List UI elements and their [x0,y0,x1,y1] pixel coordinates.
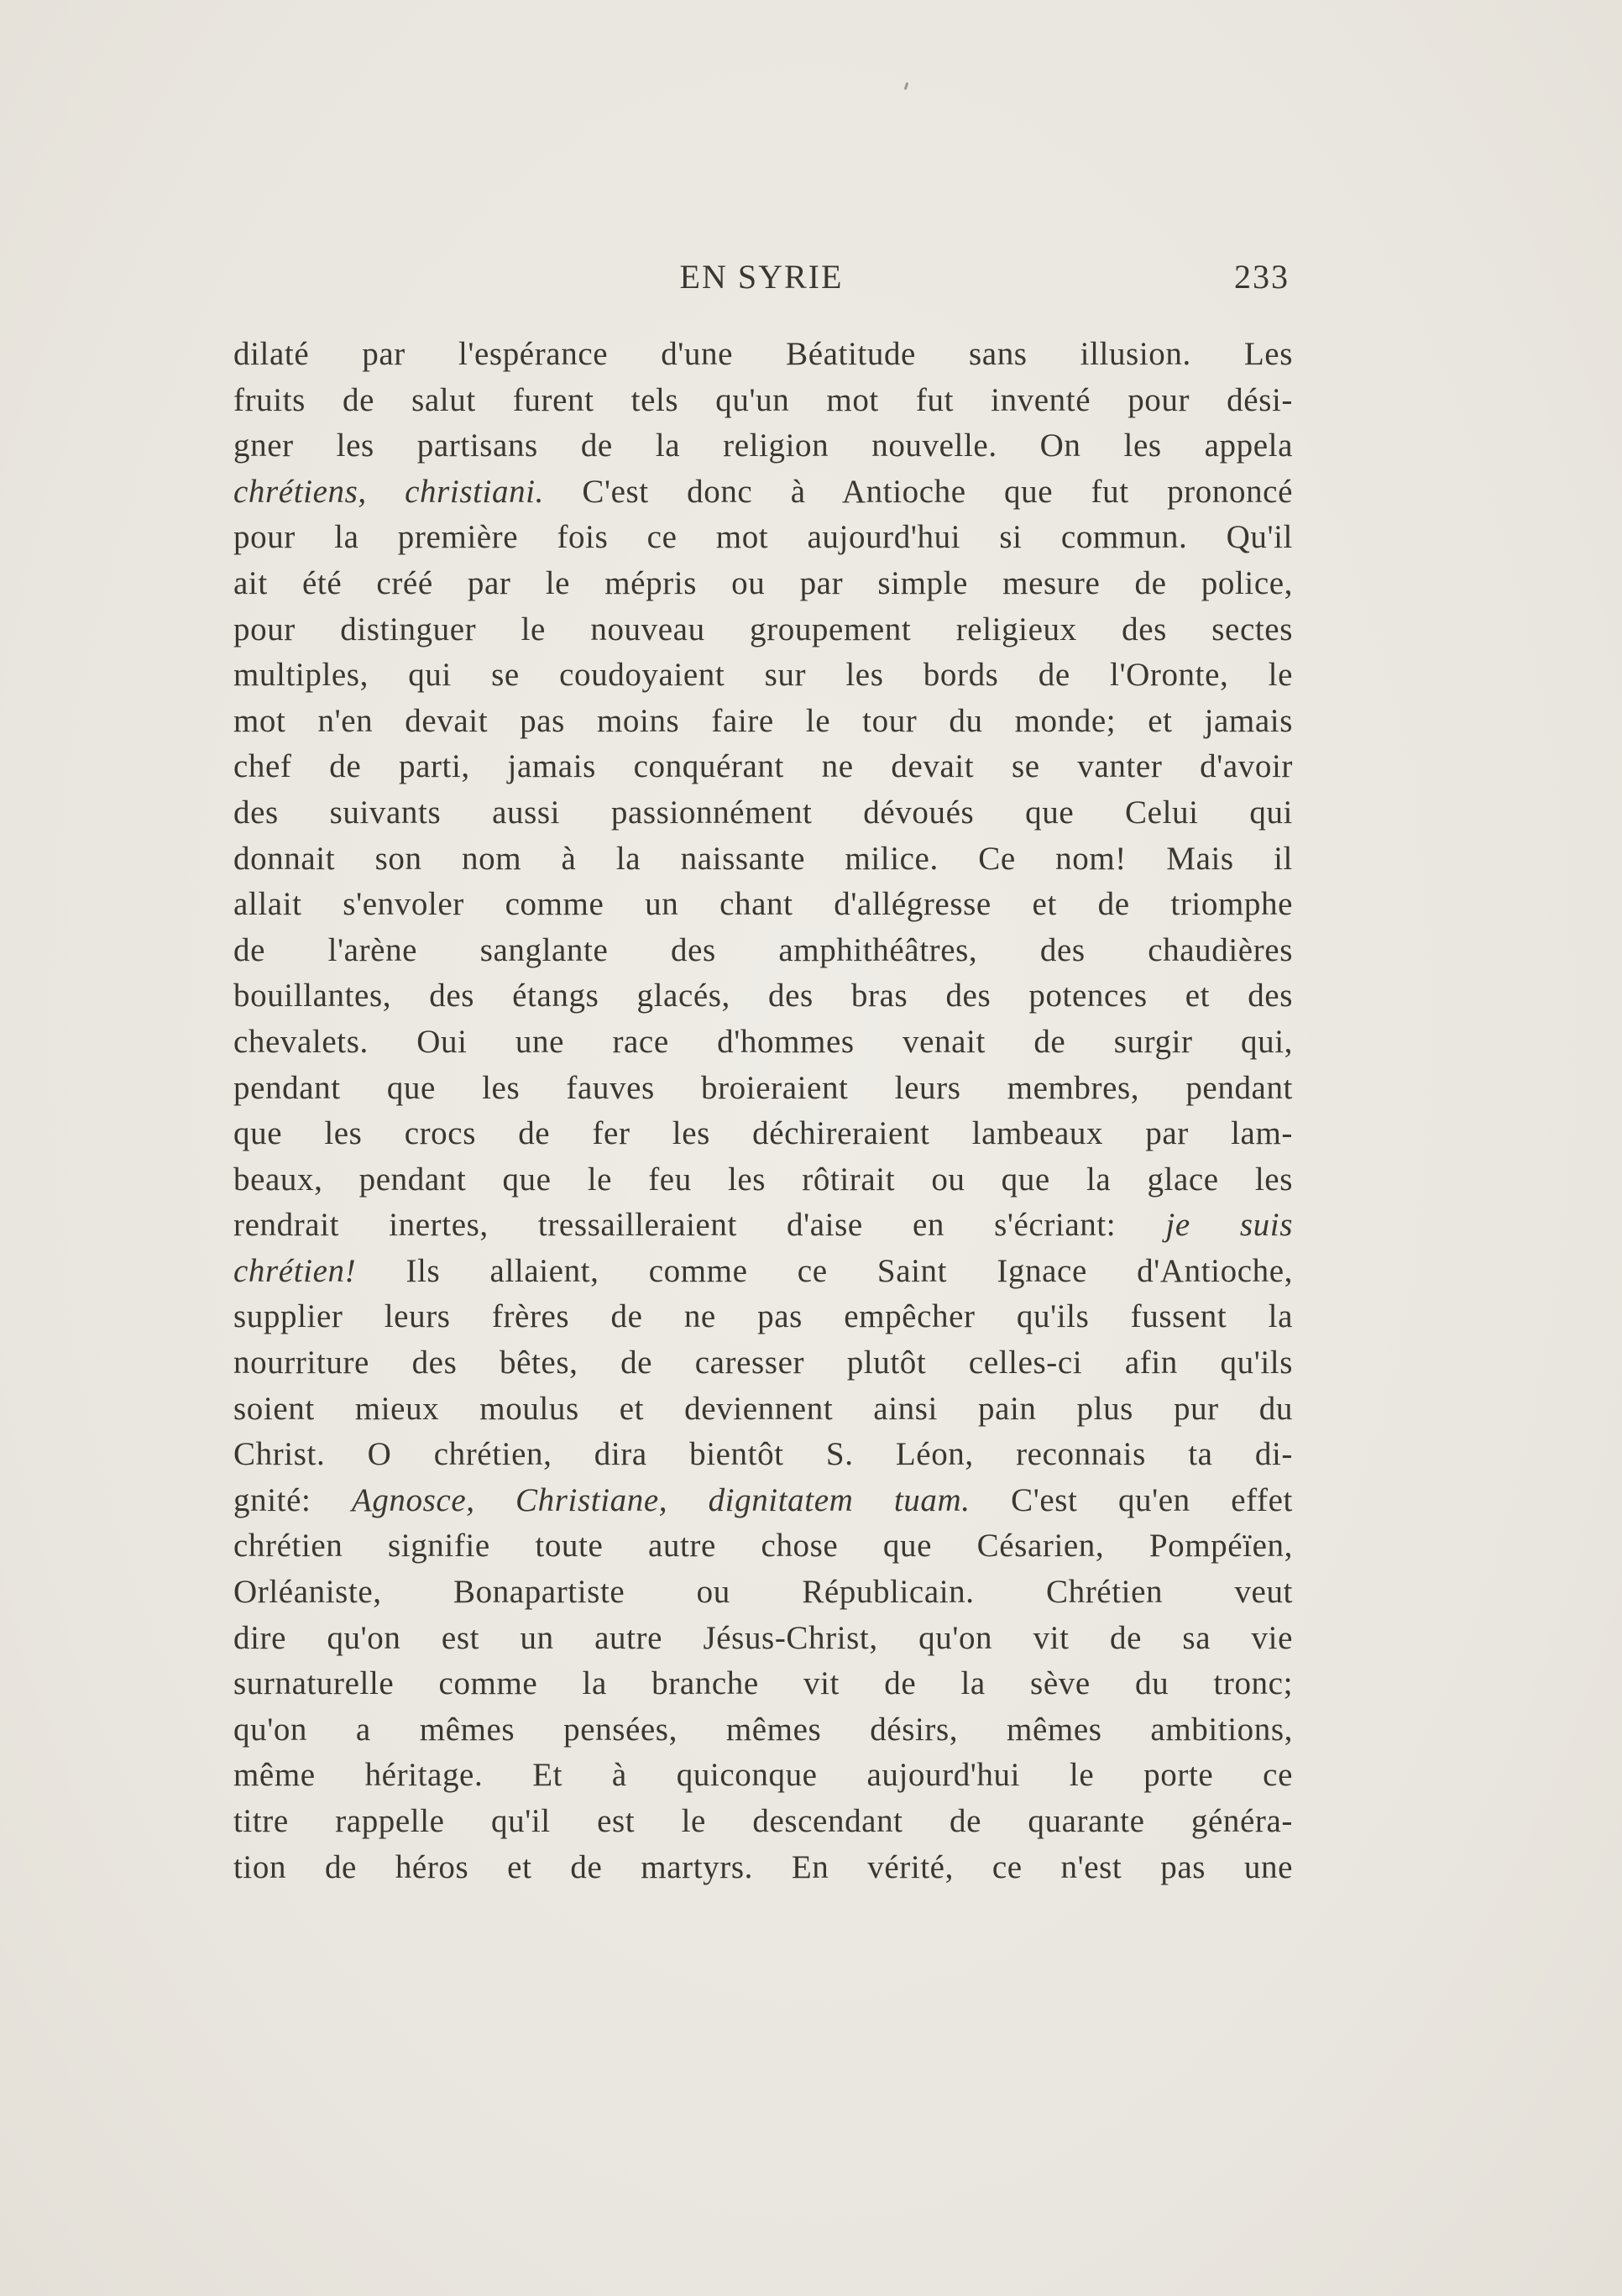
text-segment: surnaturelle comme la branche vit de la sève du tronc; [233,1665,1293,1702]
text-line [233,882,1293,928]
text-line [233,1478,1293,1524]
text-segment: allait s'envoler comme un chant d'allégresse et de triomphe [233,886,1293,923]
text-segment: pendant que les fauves broieraient leurs membres, pendant [233,1069,1293,1106]
text-segment: donnait son nom à la naissante milice. Ce nom! Mais il [233,840,1293,877]
text-segment: ait été créé par le mépris ou par simple mesure de police, [233,564,1293,601]
text-line [233,1294,1293,1340]
body-text [233,332,1293,1890]
text-line [233,1707,1293,1753]
text-segment: dilaté par l'espérance d'une Béatitude sans illusion. Les [233,336,1293,372]
text-line [233,928,1293,974]
text-line [233,561,1293,607]
text-line [233,1570,1293,1616]
text-line [233,699,1293,745]
text-line [233,1111,1293,1157]
text-line [233,1387,1293,1433]
text-segment: titre rappelle qu'il est le descendant de quarante généra- [233,1803,1293,1839]
italic-text: chrétiens, christiani. [233,473,544,510]
text-segment: chef de parti, jamais conquérant ne devait se vanter d'avoir [233,748,1293,785]
page-header [233,257,1290,294]
text-line [233,332,1293,378]
text-segment: qu'on a mêmes pensées, mêmes désirs, mêmes ambitions, [233,1711,1293,1748]
text-line [233,653,1293,699]
text-segment: chevalets. Oui une race d'hommes venait de surgir qui, [233,1023,1293,1060]
text-line [233,1203,1293,1249]
text-segment: de l'arène sanglante des amphithéâtres, des chaudières [233,931,1293,968]
text-segment: multiples, qui se coudoyaient sur les bords de l'Oronte, le [233,657,1293,694]
italic-text: Agnosce, Christiane, dignitatem tuam. [351,1481,971,1518]
text-line [233,1066,1293,1112]
text-line [233,1020,1293,1066]
text-line [233,378,1293,424]
text-segment: fruits de salut furent tels qu'un mot fut inventé pour dési- [233,381,1293,418]
text-line [233,1157,1293,1203]
text-line [233,607,1293,653]
text-segment: C'est qu'en effet [970,1481,1293,1518]
text-line [233,1845,1293,1891]
text-segment: gnité: [233,1481,352,1518]
text-line [233,790,1293,836]
text-segment: pour la première fois ce mot aujourd'hui si commun. Qu'il [233,519,1293,556]
text-line [233,744,1293,790]
text-segment: Christ. O chrétien, dira bientôt S. Léon, reconnais ta di- [233,1436,1293,1473]
text-segment: tion de héros et de martyrs. En vérité, ce n'est pas une [233,1848,1293,1885]
text-segment: nourriture des bêtes, de caresser plutôt celles-ci afin qu'ils [233,1345,1293,1381]
text-segment: C'est donc à Antioche que fut prononcé [543,473,1293,510]
text-segment: pour distinguer le nouveau groupement religieux des sectes [233,611,1293,647]
text-segment: beaux, pendant que le feu les rôtirait ou que la glace les [233,1161,1293,1198]
text-line [233,1753,1293,1799]
text-line [233,836,1293,883]
text-line [233,515,1293,561]
text-segment: bouillantes, des étangs glacés, des bras des potences et des [233,978,1293,1014]
text-line [233,1249,1293,1295]
text-segment: gner les partisans de la religion nouvelle. On les appela [233,427,1293,464]
text-line [233,1523,1293,1570]
italic-text: chrétien! [233,1252,357,1289]
text-line [233,1661,1293,1707]
text-segment: même héritage. Et à quiconque aujourd'hui le porte ce [233,1757,1293,1794]
text-segment: soient mieux moulus et deviennent ainsi pain plus pur du [233,1390,1293,1427]
text-segment: Orléaniste, Bonapartiste ou Républicain. Chrétien veut [233,1574,1293,1611]
text-line [233,1799,1293,1845]
text-line [233,469,1293,516]
text-segment: des suivants aussi passionnément dévoués que Celui qui [233,794,1293,831]
text-line [233,1432,1293,1478]
text-line [233,1340,1293,1387]
text-segment: mot n'en devait pas moins faire le tour du monde; et jamais [233,702,1293,739]
running-title: EN SYRIE [679,258,844,296]
text-segment: dire qu'on est un autre Jésus-Christ, qu'on vit de sa vie [233,1619,1293,1656]
text-line [233,423,1293,469]
page-number: 233 [1234,258,1290,296]
text-segment: supplier leurs frères de ne pas empêcher qu'ils fussent la [233,1298,1293,1335]
text-line [233,973,1293,1020]
text-segment: Ils allaient, comme ce Saint Ignace d'Antioche, [356,1252,1293,1289]
italic-text: je suis [1165,1207,1293,1244]
text-line [233,1616,1293,1662]
text-segment: rendrait inertes, tressailleraient d'aise en s'écriant: [233,1207,1166,1244]
paper-speck [904,82,909,90]
text-segment: que les crocs de fer les déchireraient lambeaux par lam- [233,1115,1293,1152]
text-segment: chrétien signifie toute autre chose que Césarien, Pompéïen, [233,1528,1293,1565]
